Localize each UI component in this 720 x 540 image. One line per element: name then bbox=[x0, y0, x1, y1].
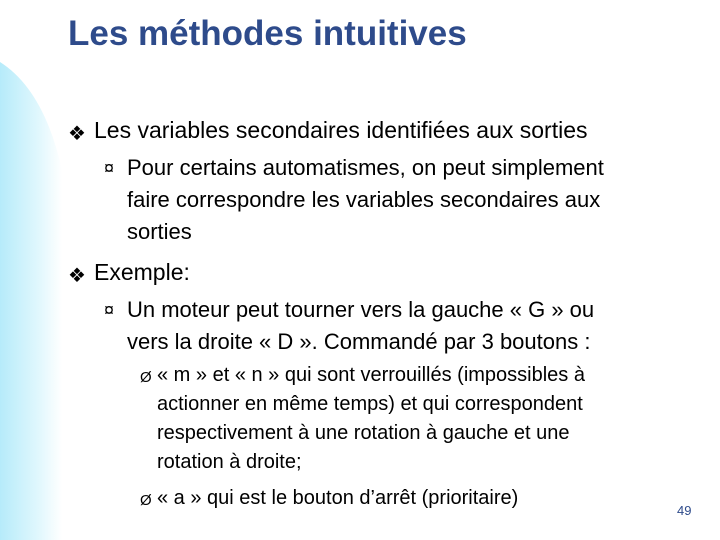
bullet-text: Les variables secondaires identifiées aux sorties bbox=[94, 117, 588, 143]
sub-sub-bullet-line: respectivement à une rotation à gauche et une bbox=[157, 422, 570, 444]
sub-bullet-line: Pour certains automatismes, on peut simplement bbox=[127, 155, 604, 180]
diamond-bullet-icon: ❖ bbox=[68, 265, 86, 287]
arrow-bullet-icon: Ø bbox=[140, 492, 152, 509]
sub-sub-bullet-line: actionner en même temps) et qui correspondent bbox=[157, 393, 583, 415]
slide-title: Les méthodes intuitives bbox=[68, 14, 467, 53]
page-number: 49 bbox=[677, 503, 692, 518]
arrow-bullet-icon: Ø bbox=[140, 369, 152, 386]
sub-sub-bullet-line: rotation à droite; bbox=[157, 451, 302, 473]
sub-bullet-line: faire correspondre les variables secondaires aux bbox=[127, 187, 601, 212]
sub-bullet-line: Un moteur peut tourner vers la gauche « G » ou bbox=[127, 297, 595, 322]
diamond-bullet-icon: ❖ bbox=[68, 123, 86, 145]
sub-bullet-line: sorties bbox=[127, 219, 192, 244]
currency-bullet-icon: ¤ bbox=[104, 300, 115, 320]
sub-bullet-line: vers la droite « D ». Commandé par 3 boutons : bbox=[127, 329, 591, 354]
sub-sub-bullet-line: « a » qui est le bouton d’arrêt (prioritaire) bbox=[157, 487, 519, 509]
sub-sub-bullet-line: « m » et « n » qui sont verrouillés (impossibles à bbox=[157, 364, 585, 386]
currency-bullet-icon: ¤ bbox=[104, 158, 115, 178]
bullet-text: Exemple: bbox=[94, 259, 190, 285]
